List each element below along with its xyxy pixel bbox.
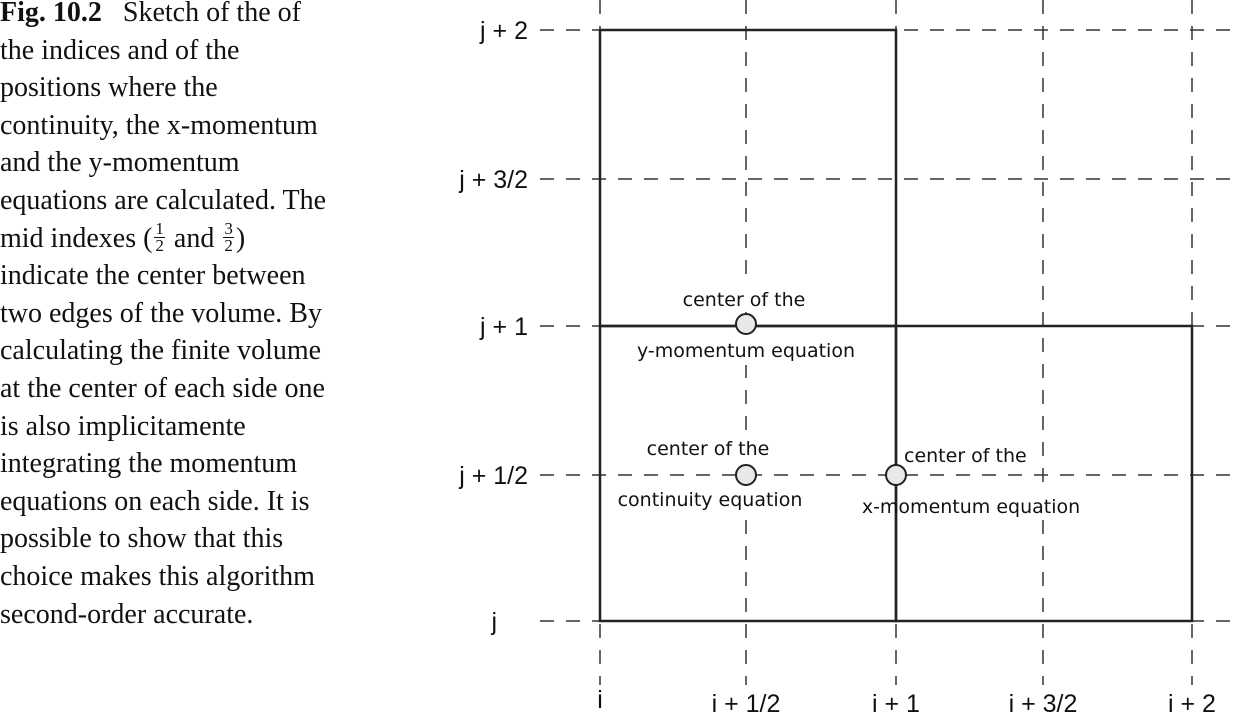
row-label-j1: j + 1 — [480, 313, 528, 341]
upper-cell — [600, 30, 896, 326]
x-momentum-marker — [886, 465, 906, 485]
caption-line: positions where the — [0, 72, 218, 104]
col-label-i: i — [597, 686, 603, 714]
caption-line: possible to show that this — [0, 523, 284, 555]
continuity-label-top: center of the — [646, 438, 770, 460]
caption-line: equations on each side. It is — [0, 485, 310, 517]
y-momentum-label-top: center of the — [682, 289, 806, 311]
col-label-i32: i + 3/2 — [1008, 690, 1078, 714]
y-momentum-label-bottom: y-momentum equation — [636, 340, 856, 362]
caption-line: at the center of each side one — [0, 372, 325, 404]
row-label-j2: j + 2 — [480, 17, 528, 45]
caption-line: the indices and of the — [0, 34, 240, 66]
caption-line: calculating the finite volume — [0, 335, 322, 367]
caption-text: ) — [235, 222, 246, 254]
row-label-j12: j + 1/2 — [459, 462, 528, 490]
caption-line: and the y-momentum — [0, 147, 240, 179]
caption-text: mid indexes ( — [0, 222, 153, 254]
figure-label: Fig. 10.2 — [0, 0, 102, 28]
col-label-i12: i + 1/2 — [711, 690, 781, 714]
control-volumes — [600, 30, 1192, 621]
caption-line: two edges of the volume. By — [0, 297, 322, 329]
caption-line: second-order accurate. — [0, 598, 254, 630]
row-label-j32: j + 3/2 — [459, 166, 528, 194]
fraction-denominator: 2 — [155, 235, 164, 255]
col-label-i1: i + 1 — [872, 690, 920, 714]
caption-line: integrating the momentum — [0, 448, 298, 480]
row-label-j: j — [491, 608, 497, 636]
y-momentum-marker — [736, 314, 756, 334]
caption-line: continuity, the x-momentum — [0, 109, 318, 141]
fraction-numerator: 3 — [224, 218, 233, 238]
x-momentum-label-top: center of the — [904, 445, 1027, 467]
col-label-i2: i + 2 — [1168, 690, 1216, 714]
label-masks — [605, 282, 1094, 520]
caption-text: Sketch of the of — [122, 0, 301, 28]
caption-text: and — [166, 222, 222, 254]
lower-right-cell — [896, 326, 1192, 621]
continuity-marker — [736, 465, 756, 485]
caption-line: indicate the center between — [0, 260, 306, 292]
fraction-numerator: 1 — [155, 218, 164, 238]
x-momentum-label-bottom: x-momentum equation — [861, 496, 1081, 518]
fraction-denominator: 2 — [224, 235, 233, 255]
caption-line: is also implicitamente — [0, 410, 246, 442]
caption-line: equations are calculated. The — [0, 184, 326, 216]
caption-line: choice makes this algorithm — [0, 560, 315, 592]
continuity-label-bottom: continuity equation — [617, 489, 803, 511]
